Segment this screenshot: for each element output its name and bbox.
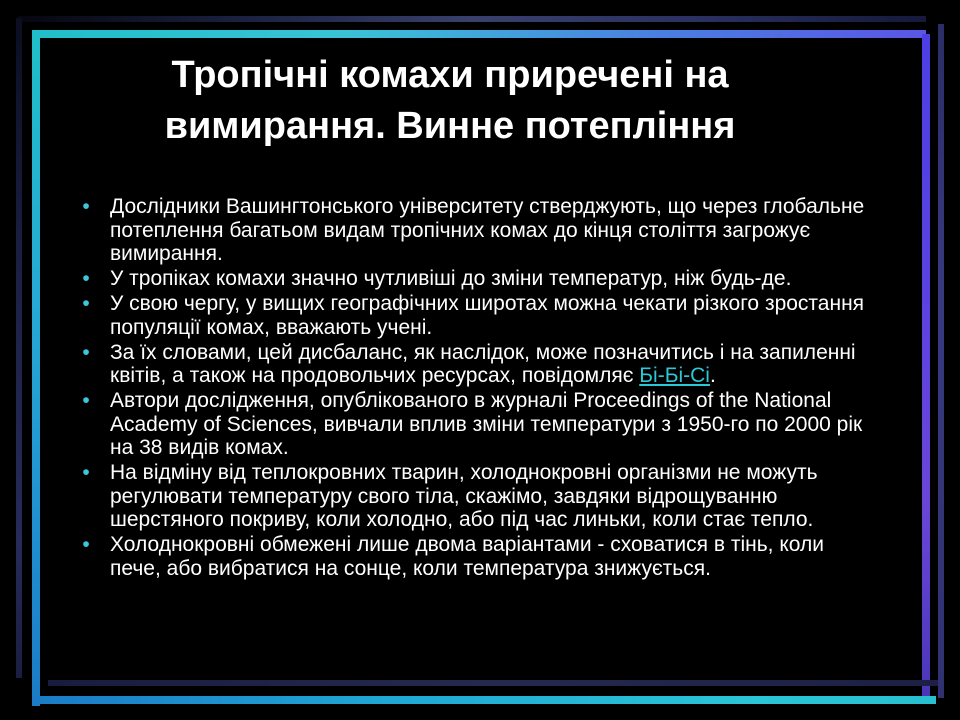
frame-bar-bottom: [32, 696, 936, 704]
bullet-icon: •: [82, 292, 90, 315]
bullet-text: На відміну від теплокровних тварин, холоднокровні організми не можуть регулювати температуру свого тіла, скажімо, завдяки відрощуванню шерстяного покриву, коли холодно, або під час линьки, коли стає тепло.: [110, 461, 818, 531]
frame-bar-bottom-inner: [48, 680, 938, 686]
frame-bar-top: [32, 30, 926, 38]
frame-bar-right: [922, 34, 930, 698]
bullet-item: [74, 389, 874, 460]
bullet-icon: •: [82, 461, 90, 484]
bullet-item: [74, 533, 874, 580]
bullet-text: За їх словами, цей дисбаланс, як наслідок, може позначитись і на запиленні квітів, а також на продовольчих ресурсах, повідомляє: [110, 340, 856, 387]
bullet-item: [74, 292, 874, 339]
frame-bar-top-outer: [18, 16, 926, 22]
bullet-text: У свою чергу, у вищих географічних широтах можна чекати різкого зростання популяції комах, вважають учені.: [110, 292, 865, 339]
bullet-icon: •: [82, 533, 90, 556]
bullet-icon: •: [82, 340, 90, 364]
frame-bar-right-outer: [938, 24, 944, 698]
bullet-text: У тропіках комахи значно чутливіші до зміни температур, ніж будь-де.: [110, 267, 792, 290]
bullet-text: Холоднокровні обмежені лише двома варіантами - сховатися в тінь, коли пече, або вибратися на сонце, коли температура знижується.: [110, 533, 824, 580]
frame-bar-left: [32, 30, 40, 706]
bullet-text-tail: .: [709, 364, 716, 387]
bullet-text: Автори дослідження, опублікованого в журналі Proceedings of the National Academy of Sciences, вивчали вплив зміни температури з 1950-го по 2000 рік на 38 видів комах.: [110, 389, 863, 459]
bullet-list: [74, 195, 874, 582]
bullet-item: [74, 461, 874, 532]
bullet-item: [74, 195, 874, 266]
title-line-1: Тропічні комахи приречені на: [171, 54, 729, 96]
bullet-item: [74, 341, 874, 388]
bullet-item: [74, 267, 874, 291]
slide-title: [60, 50, 840, 152]
title-line-2: вимирання. Винне потепління: [164, 105, 736, 147]
bbc-link[interactable]: Бі-Бі-Сі: [639, 364, 710, 387]
bullet-icon: •: [82, 389, 90, 412]
bullet-text: Дослідники Вашингтонського університету стверджують, що через глобальне потеплення багатьом видам тропічних комах до кінця століття загрожує вимирання.: [110, 195, 865, 265]
bullet-icon: •: [82, 195, 90, 218]
bullet-icon: •: [82, 267, 90, 290]
frame-bar-left-outer: [16, 18, 22, 678]
